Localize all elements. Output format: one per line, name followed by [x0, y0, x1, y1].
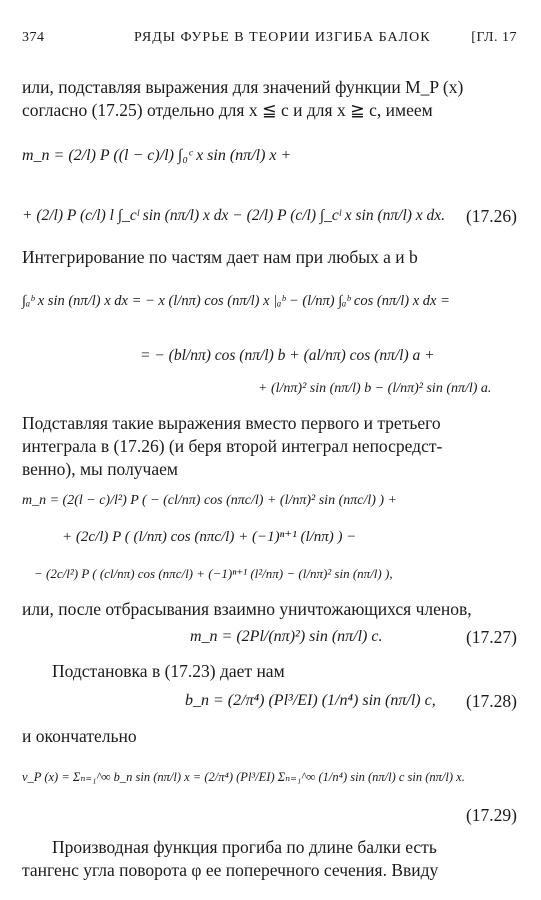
equation-line: = − (bl/nπ) cos (nπ/l) b + (al/nπ) cos (nπ/l) a + — [140, 347, 435, 364]
paragraph-line: Подставляя такие выражения вместо первого и третьего — [22, 413, 441, 433]
running-title: РЯДЫ ФУРЬЕ В ТЕОРИИ ИЗГИБА БАЛОК — [134, 30, 431, 45]
equation-line: − (2c/l²) P ( (cl/nπ) cos (nπc/l) + (−1)ⁿ⁺¹ (l²/nπ) − (l/nπ)² sin (nπ/l) ), — [34, 566, 393, 581]
equation-line: + (l/nπ)² sin (nπ/l) b − (l/nπ)² sin (nπ/l) a. — [258, 381, 492, 396]
equation-line: b_n = (2/π⁴) (Pl³/EI) (1/n⁴) sin (nπ/l) c, — [185, 692, 436, 709]
paragraph-line: или, подставляя выражения для значений функции M_P (x) — [22, 77, 464, 97]
paragraph-line: согласно (17.25) отдельно для x ≦ c и для x ≧ c, имеем — [22, 100, 433, 120]
equation-line: m_n = (2(l − c)/l²) P ( − (cl/nπ) cos (nπc/l) + (l/nπ)² sin (nπc/l) ) + — [22, 493, 398, 508]
equation-number: (17.28) — [465, 691, 517, 711]
equation-line: m_n = (2/l) P ((l − c)/l) ∫₀ᶜ x sin (nπ/l) x + — [22, 147, 292, 164]
page-number: 374 — [22, 30, 45, 45]
equation-line: v_P (x) = Σₙ₌₁^∞ b_n sin (nπ/l) x = (2/π⁴) (Pl³/EI) Σₙ₌₁^∞ (1/n⁴) sin (nπ/l) c sin (nπ/l) x. — [22, 770, 465, 784]
running-header — [22, 30, 517, 50]
paragraph-line: Подстановка в (17.23) дает нам — [52, 661, 285, 681]
equation-number: (17.27) — [465, 627, 517, 647]
equation-number: (17.29) — [465, 805, 517, 825]
paragraph-line: и окончательно — [22, 726, 137, 746]
paragraph-line: Интегрирование по частям дает нам при любых a и b — [22, 247, 418, 267]
equation-line: m_n = (2Pl/(nπ)²) sin (nπ/l) c. — [190, 628, 383, 645]
equation-line: + (2/l) P (c/l) l ∫_cˡ sin (nπ/l) x dx − (2/l) P (c/l) ∫_cˡ x sin (nπ/l) x dx. — [22, 207, 446, 224]
equation-line: + (2c/l) P ( (l/nπ) cos (nπc/l) + (−1)ⁿ⁺¹ (l/nπ) ) − — [62, 529, 357, 545]
paragraph-line: или, после отбрасывания взаимно уничтожающихся членов, — [22, 599, 472, 619]
paragraph-line: интеграла в (17.26) (и беря второй интеграл непосредст- — [22, 436, 443, 456]
chapter-label: [ГЛ. 17 — [471, 30, 517, 45]
equation-line: ∫ₐᵇ x sin (nπ/l) x dx = − x (l/nπ) cos (nπ/l) x |ₐᵇ − (l/nπ) ∫ₐᵇ cos (nπ/l) x dx = — [22, 293, 450, 309]
paragraph-line: тангенс угла поворота φ ее поперечного сечения. Ввиду — [22, 860, 439, 880]
paragraph-line: Производная функция прогиба по длине балки есть — [52, 837, 437, 857]
paragraph-line: венно), мы получаем — [22, 459, 178, 479]
equation-number: (17.26) — [465, 206, 517, 226]
